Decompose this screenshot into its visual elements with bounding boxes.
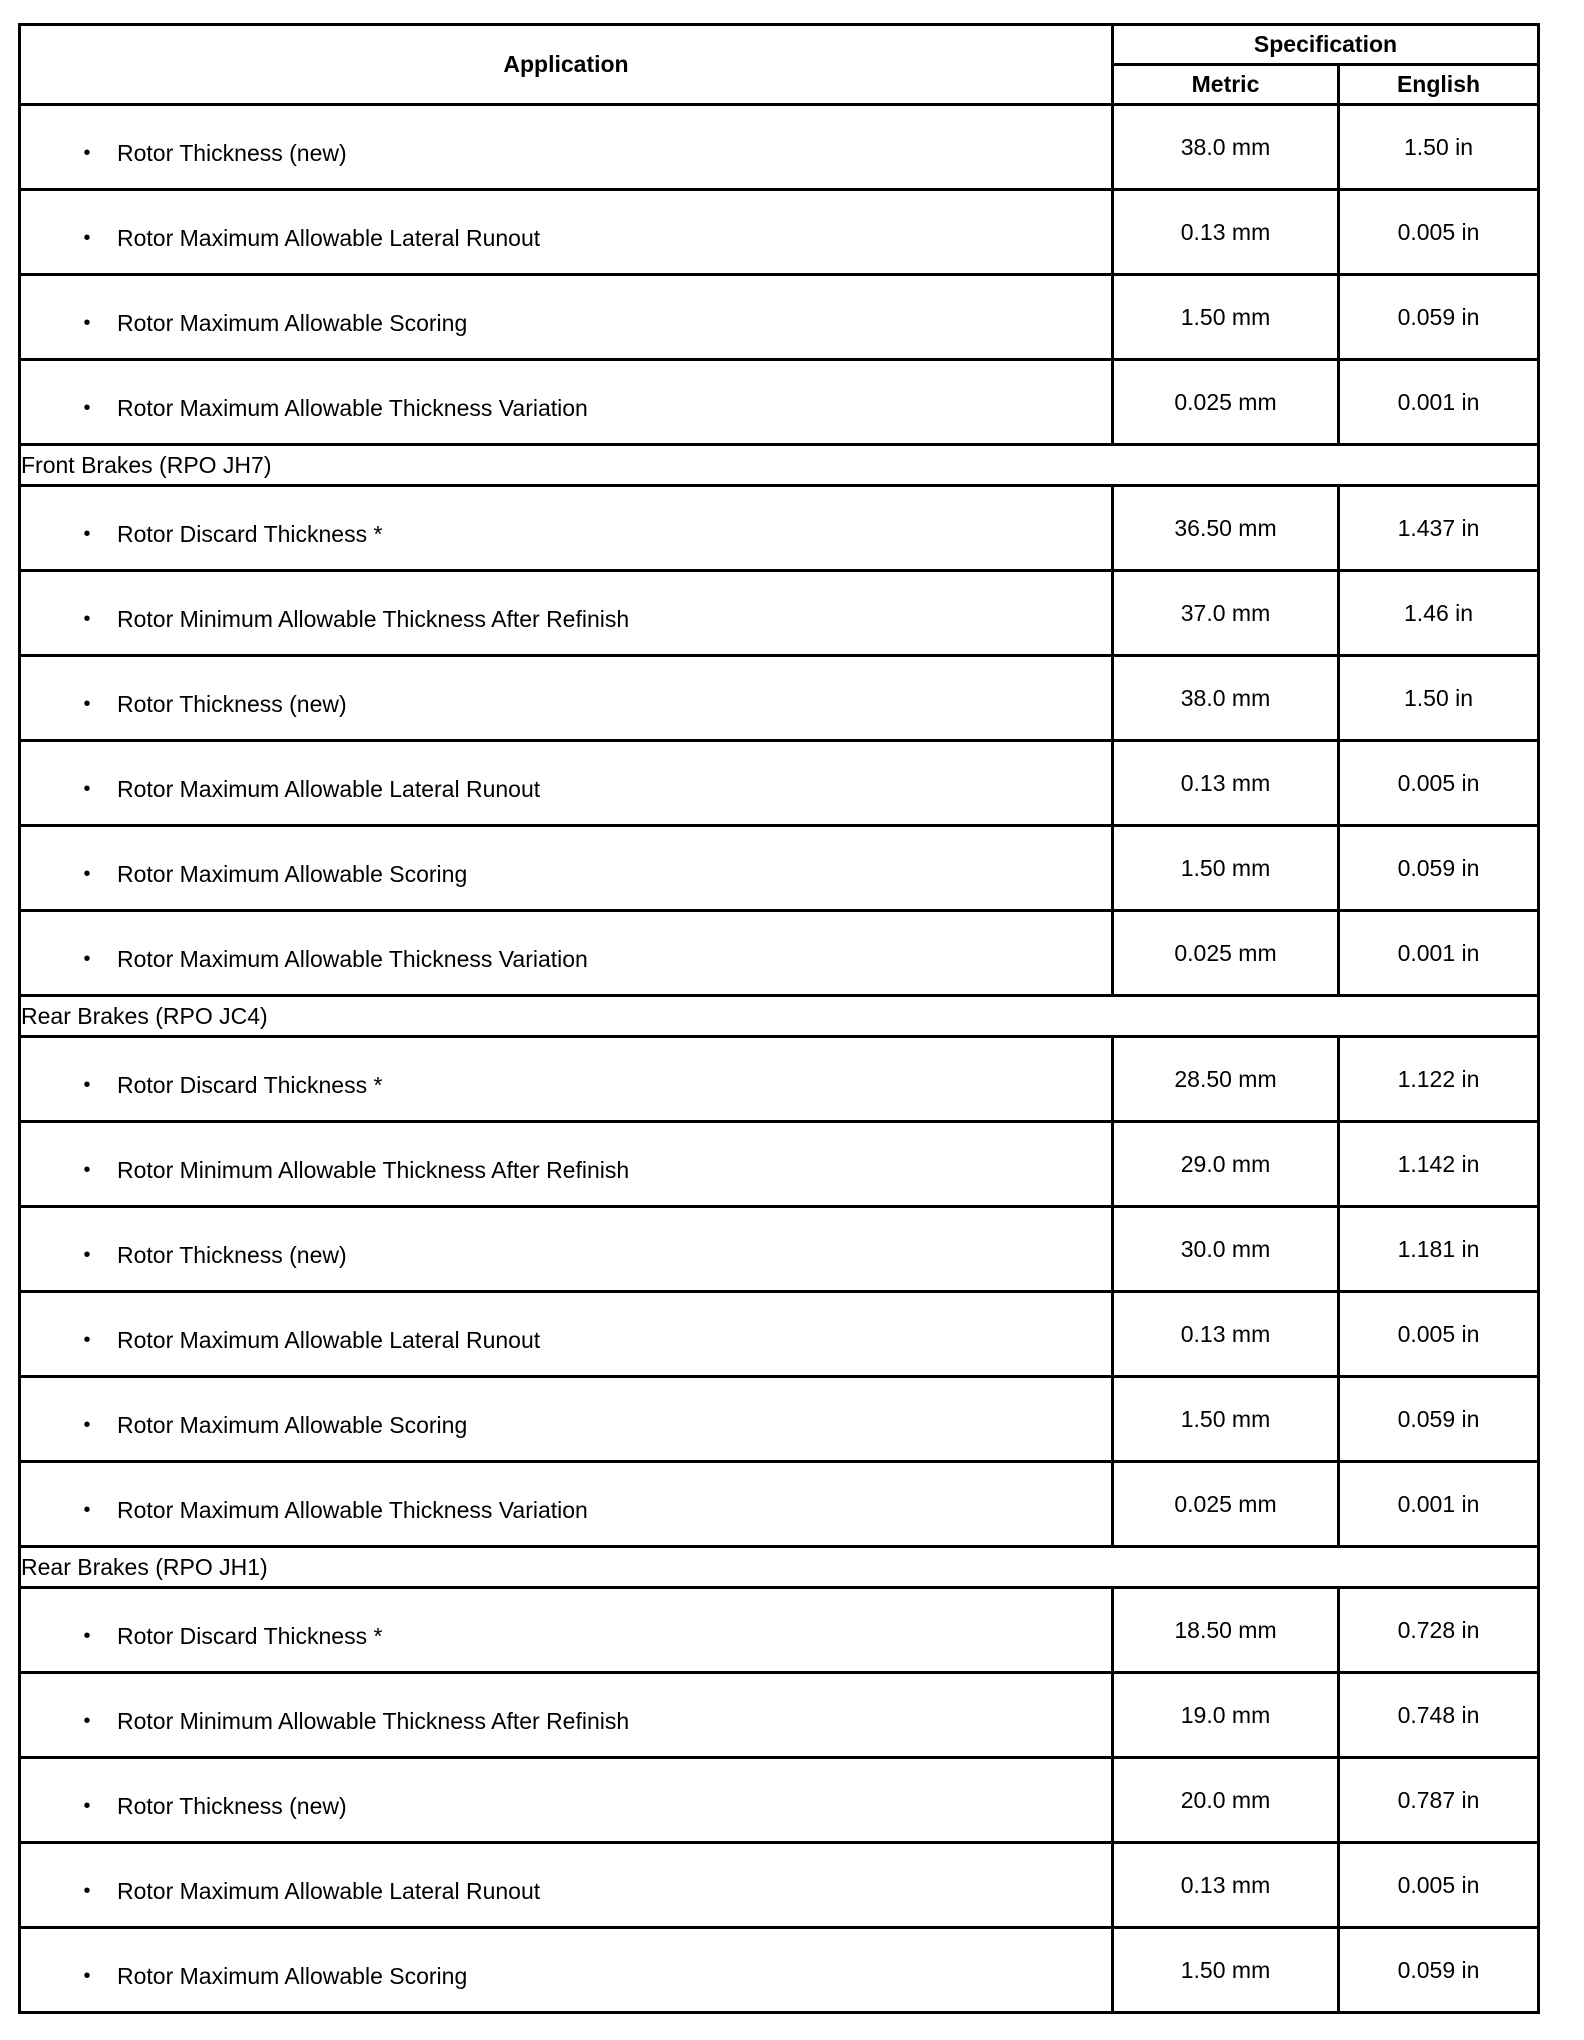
- metric-value: 37.0 mm: [1113, 571, 1339, 656]
- bullet-icon: •: [83, 142, 91, 164]
- english-value: 1.437 in: [1339, 486, 1539, 571]
- application-cell: [20, 1292, 1113, 1377]
- spec-table: [18, 23, 1540, 2014]
- group-row: [20, 1547, 1539, 1588]
- application-cell: [20, 486, 1113, 571]
- english-value: 0.748 in: [1339, 1673, 1539, 1758]
- application-cell: [20, 1588, 1113, 1673]
- english-value: 0.001 in: [1339, 1462, 1539, 1547]
- table-row: [20, 105, 1539, 190]
- english-value: 0.059 in: [1339, 275, 1539, 360]
- group-row: [20, 445, 1539, 486]
- application-label: Rotor Maximum Allowable Thickness Variation: [117, 1497, 588, 1523]
- application-cell: [20, 1928, 1113, 2013]
- application-label: Rotor Minimum Allowable Thickness After Refinish: [117, 606, 630, 632]
- application-cell: [20, 826, 1113, 911]
- bullet-icon: •: [83, 1795, 91, 1817]
- metric-value: 0.13 mm: [1113, 741, 1339, 826]
- metric-value: 28.50 mm: [1113, 1037, 1339, 1122]
- application-cell: [20, 1377, 1113, 1462]
- metric-value: 18.50 mm: [1113, 1588, 1339, 1673]
- application-label: Rotor Maximum Allowable Lateral Runout: [117, 1327, 541, 1353]
- application-label: Rotor Maximum Allowable Thickness Variation: [117, 395, 588, 421]
- application-label: Rotor Maximum Allowable Thickness Variation: [117, 946, 588, 972]
- application-cell: [20, 1037, 1113, 1122]
- application-label: Rotor Maximum Allowable Scoring: [117, 861, 468, 887]
- application-label: Rotor Discard Thickness *: [117, 521, 383, 547]
- table-row: [20, 486, 1539, 571]
- metric-value: 19.0 mm: [1113, 1673, 1339, 1758]
- application-label: Rotor Maximum Allowable Scoring: [117, 310, 468, 336]
- table-row: [20, 1673, 1539, 1758]
- application-label: Rotor Maximum Allowable Lateral Runout: [117, 1878, 541, 1904]
- metric-value: 30.0 mm: [1113, 1207, 1339, 1292]
- application-cell: [20, 1673, 1113, 1758]
- bullet-icon: •: [83, 1965, 91, 1987]
- metric-value: 1.50 mm: [1113, 1928, 1339, 2013]
- application-label: Rotor Maximum Allowable Lateral Runout: [117, 776, 541, 802]
- application-cell: [20, 190, 1113, 275]
- english-value: 0.005 in: [1339, 1843, 1539, 1928]
- application-cell: [20, 656, 1113, 741]
- bullet-icon: •: [83, 1414, 91, 1436]
- english-value: 1.50 in: [1339, 105, 1539, 190]
- metric-value: 0.025 mm: [1113, 911, 1339, 996]
- english-value: 0.005 in: [1339, 190, 1539, 275]
- table-row: [20, 1758, 1539, 1843]
- table-row: [20, 1037, 1539, 1122]
- application-label: Rotor Thickness (new): [117, 1793, 347, 1819]
- application-cell: [20, 741, 1113, 826]
- english-value: 0.059 in: [1339, 826, 1539, 911]
- english-value: 1.46 in: [1339, 571, 1539, 656]
- application-label: Rotor Discard Thickness *: [117, 1623, 383, 1649]
- bullet-icon: •: [83, 948, 91, 970]
- application-label: Rotor Maximum Allowable Scoring: [117, 1963, 468, 1989]
- metric-value: 0.13 mm: [1113, 190, 1339, 275]
- bullet-icon: •: [83, 312, 91, 334]
- table-row: [20, 741, 1539, 826]
- bullet-icon: •: [83, 1710, 91, 1732]
- group-label: Front Brakes (RPO JH7): [20, 445, 1539, 486]
- bullet-icon: •: [83, 1880, 91, 1902]
- bullet-icon: •: [83, 693, 91, 715]
- english-value: 0.059 in: [1339, 1377, 1539, 1462]
- group-label: Rear Brakes (RPO JC4): [20, 996, 1539, 1037]
- application-label: Rotor Maximum Allowable Lateral Runout: [117, 225, 541, 251]
- application-cell: [20, 1758, 1113, 1843]
- application-label: Rotor Maximum Allowable Scoring: [117, 1412, 468, 1438]
- metric-value: 38.0 mm: [1113, 105, 1339, 190]
- application-cell: [20, 1462, 1113, 1547]
- bullet-icon: •: [83, 778, 91, 800]
- bullet-icon: •: [83, 1625, 91, 1647]
- group-row: [20, 996, 1539, 1037]
- english-value: 0.728 in: [1339, 1588, 1539, 1673]
- english-value: 0.001 in: [1339, 360, 1539, 445]
- english-value: 0.001 in: [1339, 911, 1539, 996]
- table-row: [20, 911, 1539, 996]
- table-row: [20, 1207, 1539, 1292]
- application-cell: [20, 105, 1113, 190]
- application-cell: [20, 571, 1113, 656]
- metric-value: 0.025 mm: [1113, 1462, 1339, 1547]
- application-label: Rotor Minimum Allowable Thickness After Refinish: [117, 1157, 630, 1183]
- metric-value: 0.13 mm: [1113, 1292, 1339, 1377]
- application-label: Rotor Thickness (new): [117, 691, 347, 717]
- table-body: [20, 105, 1539, 2013]
- bullet-icon: •: [83, 1074, 91, 1096]
- application-cell: [20, 1122, 1113, 1207]
- metric-value: 36.50 mm: [1113, 486, 1339, 571]
- metric-value: 29.0 mm: [1113, 1122, 1339, 1207]
- application-label: Rotor Thickness (new): [117, 140, 347, 166]
- table-row: [20, 571, 1539, 656]
- application-cell: [20, 911, 1113, 996]
- application-label: Rotor Discard Thickness *: [117, 1072, 383, 1098]
- application-cell: [20, 275, 1113, 360]
- metric-value: 1.50 mm: [1113, 826, 1339, 911]
- bullet-icon: •: [83, 1159, 91, 1181]
- table-row: [20, 1122, 1539, 1207]
- bullet-icon: •: [83, 1499, 91, 1521]
- table-header: [20, 25, 1539, 105]
- bullet-icon: •: [83, 1329, 91, 1351]
- metric-header: Metric: [1113, 65, 1339, 105]
- application-label: Rotor Thickness (new): [117, 1242, 347, 1268]
- bullet-icon: •: [83, 863, 91, 885]
- english-value: 1.142 in: [1339, 1122, 1539, 1207]
- table-row: [20, 1462, 1539, 1547]
- application-label: Rotor Minimum Allowable Thickness After Refinish: [117, 1708, 630, 1734]
- metric-value: 38.0 mm: [1113, 656, 1339, 741]
- metric-value: 1.50 mm: [1113, 275, 1339, 360]
- bullet-icon: •: [83, 227, 91, 249]
- english-header: English: [1339, 65, 1539, 105]
- bullet-icon: •: [83, 1244, 91, 1266]
- bullet-icon: •: [83, 608, 91, 630]
- bullet-icon: •: [83, 397, 91, 419]
- bullet-icon: •: [83, 523, 91, 545]
- english-value: 0.787 in: [1339, 1758, 1539, 1843]
- application-header: Application: [20, 25, 1113, 105]
- table-row: [20, 1377, 1539, 1462]
- english-value: 0.005 in: [1339, 1292, 1539, 1377]
- table-row: [20, 656, 1539, 741]
- metric-value: 1.50 mm: [1113, 1377, 1339, 1462]
- table-row: [20, 1588, 1539, 1673]
- metric-value: 0.13 mm: [1113, 1843, 1339, 1928]
- english-value: 1.50 in: [1339, 656, 1539, 741]
- table-row: [20, 360, 1539, 445]
- specification-header: Specification: [1113, 25, 1539, 65]
- english-value: 1.122 in: [1339, 1037, 1539, 1122]
- application-cell: [20, 1843, 1113, 1928]
- table-row: [20, 1843, 1539, 1928]
- metric-value: 20.0 mm: [1113, 1758, 1339, 1843]
- table-row: [20, 1292, 1539, 1377]
- table-row: [20, 275, 1539, 360]
- table-row: [20, 1928, 1539, 2013]
- table-row: [20, 826, 1539, 911]
- english-value: 0.005 in: [1339, 741, 1539, 826]
- english-value: 0.059 in: [1339, 1928, 1539, 2013]
- group-label: Rear Brakes (RPO JH1): [20, 1547, 1539, 1588]
- english-value: 1.181 in: [1339, 1207, 1539, 1292]
- table-row: [20, 190, 1539, 275]
- application-cell: [20, 360, 1113, 445]
- application-cell: [20, 1207, 1113, 1292]
- metric-value: 0.025 mm: [1113, 360, 1339, 445]
